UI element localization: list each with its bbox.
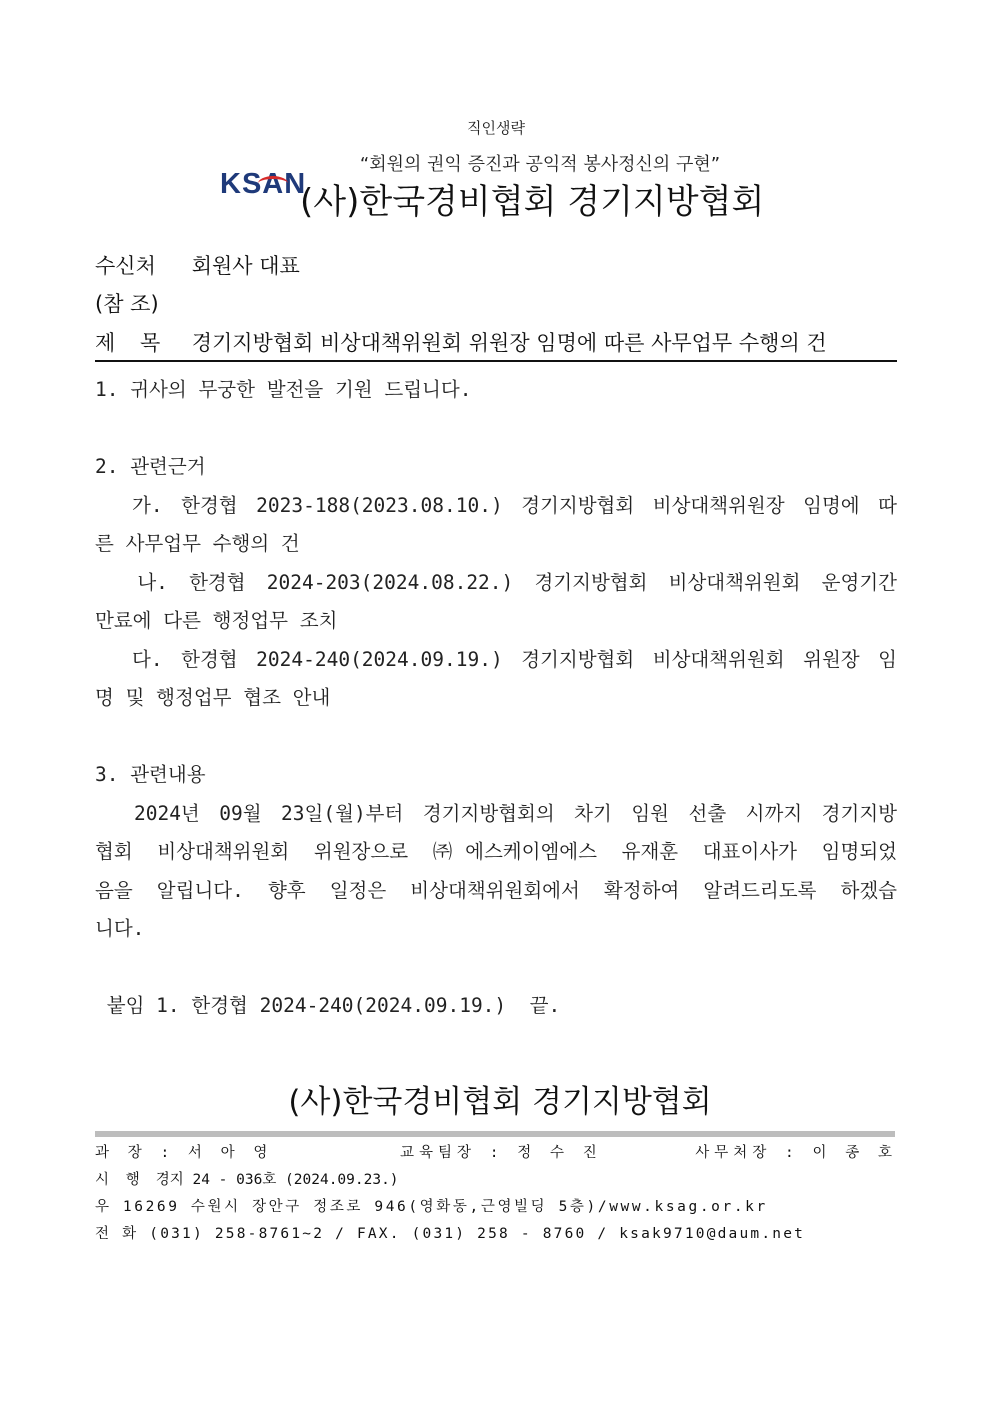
staff-row — [95, 1140, 897, 1167]
issue-row — [95, 1167, 897, 1194]
reference-a-line-2: 른 사무업무 수행의 건 — [95, 532, 300, 555]
contact-row: 전 화 (031) 258-8761~2 / FAX. (031) 258 - 8760 / ksak9710@daum.net — [95, 1226, 806, 1242]
logo-swoosh-icon — [258, 176, 288, 191]
content-line-1: 2024년 09월 23일(월)부터 경기지방협회의 차기 임원 선출 시까지 경기지방 — [95, 801, 897, 825]
footer-divider — [95, 1131, 895, 1137]
ksan-logo — [220, 168, 306, 201]
staff-education-lead: 교육팀장 : 정 수 진 — [400, 1145, 602, 1161]
subject-value: 경기지방협회 비상대책위원회 위원장 임명에 따른 사무업무 수행의 건 — [191, 331, 827, 355]
recipient-row — [95, 250, 300, 280]
subject-label: 제 목 — [95, 331, 161, 355]
staff-secretary-general: 사무처장 : 이 종 호 — [695, 1145, 897, 1161]
document-footer — [95, 1140, 897, 1248]
reference-a-line-1: 가. 한경협 2023-188(2023.08.10.) 경기지방협회 비상대책위원장 임명에 따 — [95, 493, 897, 517]
reference-c-line-1: 다. 한경협 2024-240(2024.09.19.) 경기지방협회 비상대책위원회 위원장 임 — [95, 647, 897, 671]
recipient-label: 수신처 — [95, 254, 156, 278]
blank-line — [95, 718, 897, 757]
paragraph-1: 1. 귀사의 무궁한 발전을 기원 드립니다. — [95, 378, 472, 401]
reference-row — [95, 288, 159, 318]
logo-text: KSAN — [220, 168, 307, 200]
reference-b-line-1: 나. 한경협 2024-203(2024.08.22.) 경기지방협회 비상대책위원회 운영기간 — [95, 570, 897, 594]
content-line-3: 음을 알립니다. 향후 일정은 비상대책위원회에서 확정하여 알려드리도록 하겠습 — [95, 878, 897, 902]
reference-label: (참 조) — [95, 292, 159, 316]
section-3-title: 3. 관련내용 — [95, 763, 206, 786]
omission-note: 직인생략 — [467, 119, 525, 137]
address-row: 우 16269 수원시 장안구 정조로 946(영화동,근영빌딩 5층)/www.ksag.or.kr — [95, 1199, 768, 1215]
issue-number: 경지 24 - 036호 (2024.09.23.) — [155, 1172, 399, 1188]
reference-c-line-2: 명 및 행정업무 협조 안내 — [95, 686, 331, 709]
org-name-heading: (사)한국경비협회 경기지방협회 — [300, 182, 765, 222]
subject-divider — [95, 360, 897, 362]
document-body — [95, 371, 897, 1026]
subject-row — [95, 327, 827, 357]
content-line-2: 협회 비상대책위원회 위원장으로 ㈜에스케이엠에스 유재훈 대표이사가 임명되었 — [95, 840, 897, 863]
org-slogan: “회원의 권익 증진과 공익적 봉사정신의 구현” — [359, 154, 721, 175]
attachment-line: 붙임 1. 한경협 2024-240(2024.09.19.) 끝. — [95, 994, 561, 1017]
blank-line — [95, 949, 897, 988]
issue-label: 시 행 — [95, 1172, 144, 1188]
blank-line — [95, 410, 897, 449]
recipient-value: 회원사 대표 — [191, 254, 300, 278]
section-2-title: 2. 관련근거 — [95, 455, 206, 478]
content-line-4: 니다. — [95, 917, 145, 940]
reference-b-line-2: 만료에 다른 행정업무 조치 — [95, 609, 338, 632]
issuer-name: (사)한국경비협회 경기지방협회 — [288, 1084, 712, 1120]
staff-manager: 과 장 : 서 아 영 — [95, 1145, 273, 1161]
